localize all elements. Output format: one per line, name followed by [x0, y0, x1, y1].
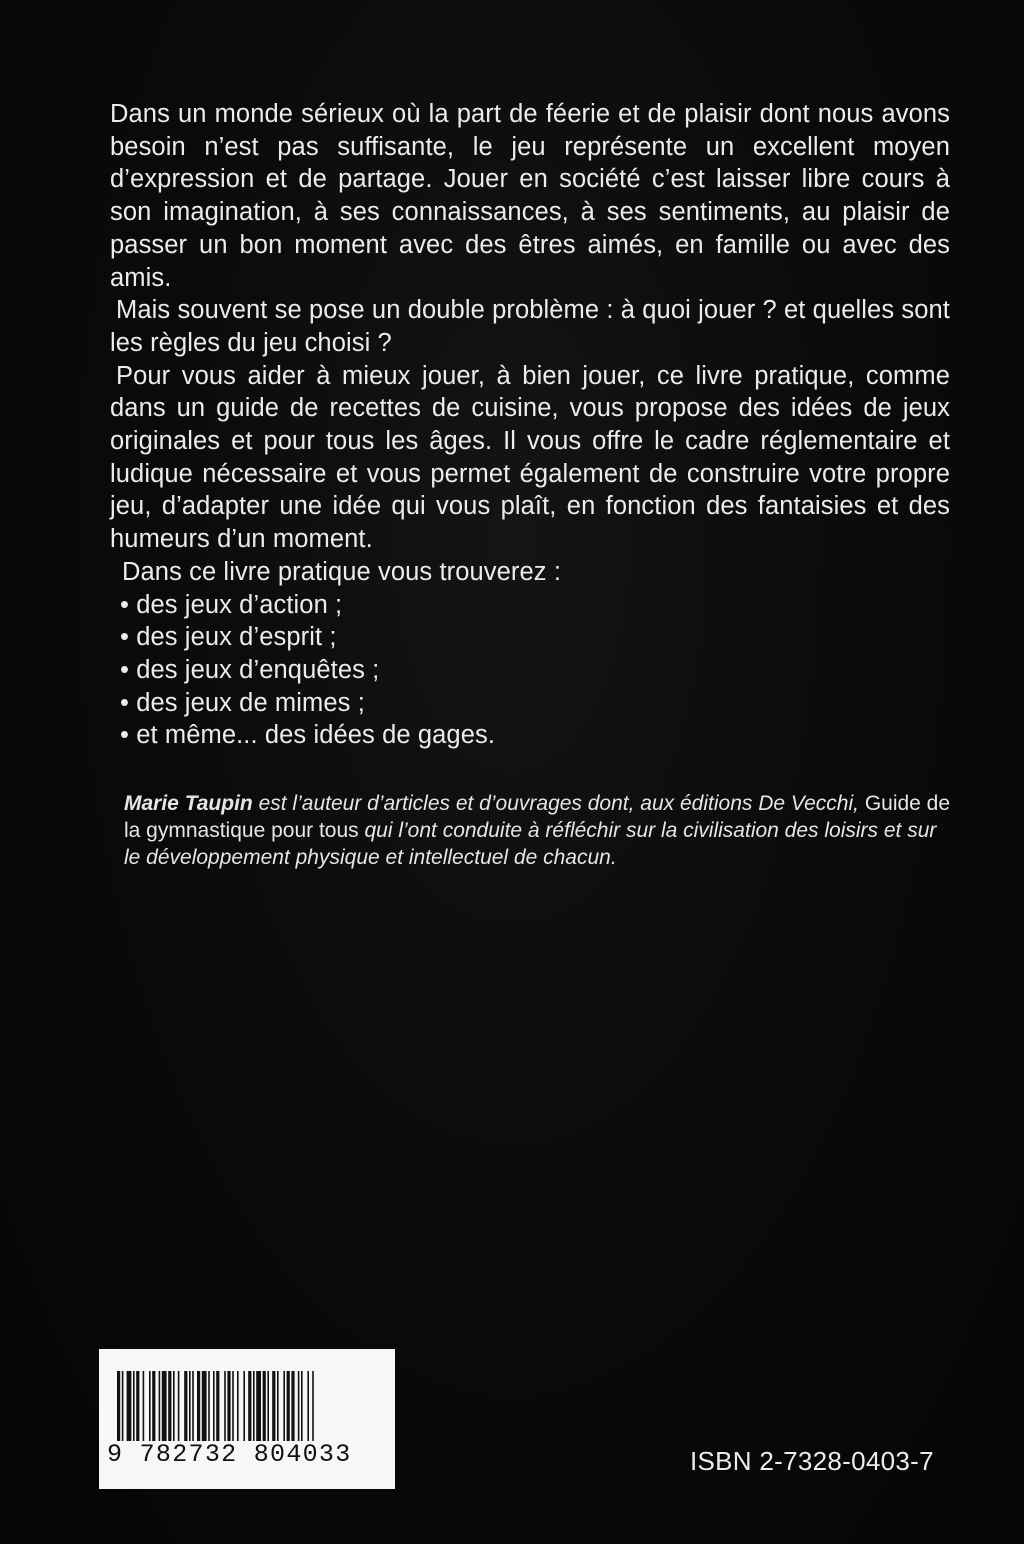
author-bio-text-1: est l’auteur d’articles et d’ouvrages dont, aux éditions De Vecchi,: [252, 792, 865, 815]
author-name: Marie Taupin: [124, 792, 253, 815]
author-bio: [124, 790, 954, 872]
list-item: • et même... des idées de gages.: [120, 721, 496, 750]
list-item: • des jeux d’action ;: [120, 590, 343, 619]
book-title: Guide de la gymnastique pour tous: [124, 792, 951, 843]
barcode: [99, 1349, 395, 1489]
list-intro: Dans ce livre pratique vous trouverez :: [122, 557, 562, 586]
blurb-paragraph-2: Mais souvent se pose un double problème : à quoi jouer ? et quelles sont les règles du jeu choisi ?: [110, 296, 950, 357]
barcode-number: 9 782732 804033: [107, 1440, 352, 1469]
list-item: • des jeux d’esprit ;: [120, 623, 337, 652]
list-item: • des jeux de mimes ;: [120, 688, 365, 717]
barcode-bars: [113, 1371, 381, 1441]
list-item: • des jeux d’enquêtes ;: [120, 655, 380, 684]
game-types-list: [110, 589, 950, 753]
isbn-number: ISBN 2-7328-0403-7: [690, 1446, 934, 1476]
author-bio-paragraph: [124, 790, 954, 872]
blurb-paragraph-1: Dans un monde sérieux où la part de féerie et de plaisir dont nous avons besoin n’est pas suffisante, le jeu représente un excellent moyen d’expression et de partage. Jouer en société c’est laisser libre cours à son imagination, à ses connaissances, à ses sentiments, au plaisir de passer un bon moment avec des êtres aimés, en famille ou avec des amis.: [110, 100, 950, 292]
blurb-text: [110, 98, 950, 752]
author-bio-text-2: qui l’ont conduite à réfléchir sur la civilisation des loisirs et sur le développement physique et intellectuel de chacun.: [124, 819, 937, 870]
blurb-paragraph-3: Pour vous aider à mieux jouer, à bien jouer, ce livre pratique, comme dans un guide de recettes de cuisine, vous propose des idées de jeux originales et pour tous les âges. Il vous offre le cadre réglementaire et ludique nécessaire et vous permet également de construire votre propre jeu, d’adapter une idée qui vous plaît, en fonction des fantaisies et des humeurs d’un moment.: [110, 361, 950, 554]
